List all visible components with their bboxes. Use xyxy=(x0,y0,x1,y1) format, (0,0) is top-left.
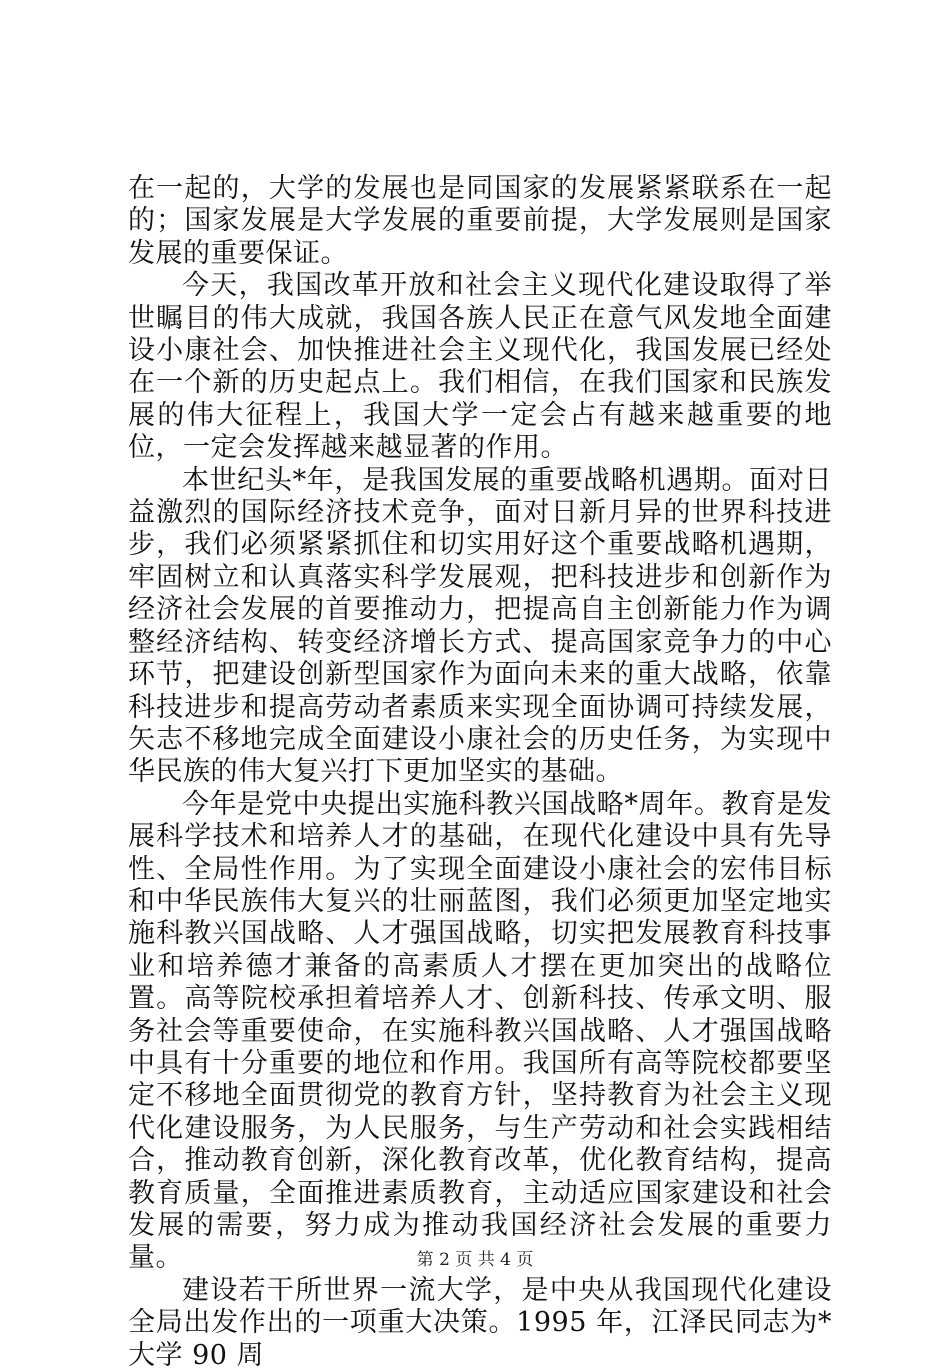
page-number-footer: 第 2 页 共 4 页 xyxy=(416,1250,534,1270)
paragraph-3: 本世纪头*年，是我国发展的重要战略机遇期。面对日益激烈的国际经济技术竞争，面对日新月异的世界科技进步，我们必须紧紧抓住和切实用好这个重要战略机遇期，牢固树立和认真落实科学发展观，把科技进步和创新作为经济社会发展的首要推动力，把提高自主创新能力作为调整经济结构、转变经济增长方式、提高国家竞争力的中心环节，把建设创新型国家作为面向未来的重大战略，依靠科技进步和提高劳动者素质来实现全面协调可持续发展，矢志不移地完成全面建设小康社会的历史任务，为实现中华民族的伟大复兴打下更加坚实的基础。 xyxy=(128,464,832,788)
paragraph-1: 在一起的，大学的发展也是同国家的发展紧紧联系在一起的；国家发展是大学发展的重要前提，大学发展则是国家发展的重要保证。 xyxy=(128,173,832,269)
paragraph-2: 今天，我国改革开放和社会主义现代化建设取得了举世瞩目的伟大成就，我国各族人民正在意气风发地全面建设小康社会、加快推进社会主义现代化，我国发展已经处在一个新的历史起点上。我们相信，在我们国家和民族发展的伟大征程上，我国大学一定会占有越来越重要的地位，一定会发挥越来越显著的作用。 xyxy=(128,270,832,464)
paragraph-5: 建设若干所世界一流大学，是中央从我国现代化建设全局出发作出的一项重大决策。1995 年，江泽民同志为*大学 90 周 xyxy=(128,1274,832,1371)
body-text xyxy=(128,173,832,1372)
paragraph-4: 今年是党中央提出实施科教兴国战略*周年。教育是发展科学技术和培养人才的基础，在现代化建设中具有先导性、全局性作用。为了实现全面建设小康社会的宏伟目标和中华民族伟大复兴的壮丽蓝图，我们必须更加坚定地实施科教兴国战略、人才强国战略，切实把发展教育科技事业和培养德才兼备的高素质人才摆在更加突出的战略位置。高等院校承担着培养人才、创新科技、传承文明、服务社会等重要使命，在实施科教兴国战略、人才强国战略中具有十分重要的地位和作用。我国所有高等院校都要坚定不移地全面贯彻党的教育方针，坚持教育为社会主义现代化建设服务，为人民服务，与生产劳动和社会实践相结合，推动教育创新，深化教育改革，优化教育结构，提高教育质量，全面推进素质教育，主动适应国家建设和社会发展的需要，努力成为推动我国经济社会发展的重要力量。 xyxy=(128,788,832,1274)
